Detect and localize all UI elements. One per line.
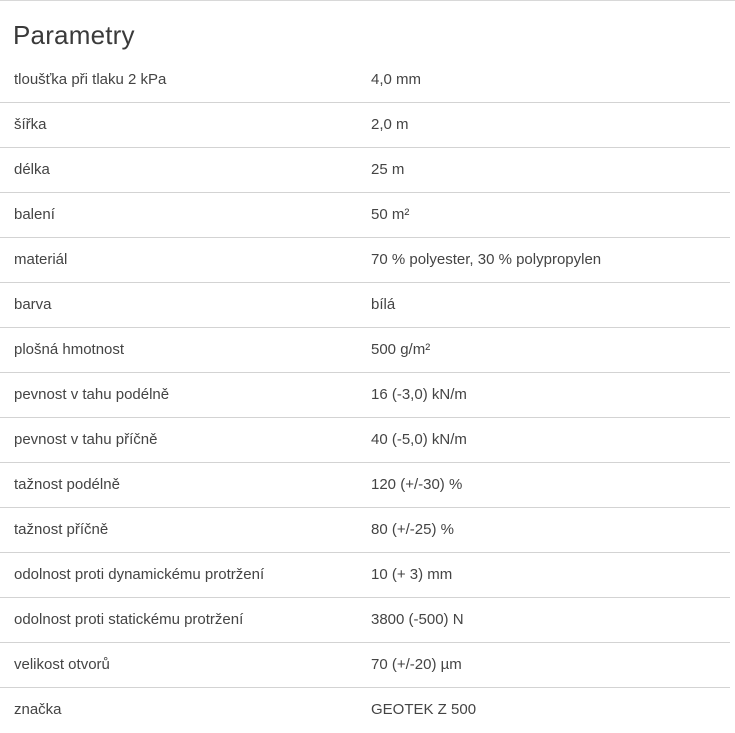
parameter-row	[0, 418, 730, 463]
parameter-value: bílá	[371, 296, 396, 313]
parameter-label: odolnost proti dynamickému protržení	[14, 566, 265, 583]
parameter-row	[0, 553, 730, 598]
parameter-value: 2,0 m	[371, 116, 409, 133]
parameter-row	[0, 103, 730, 148]
parameter-label: velikost otvorů	[14, 656, 110, 673]
parameter-value: 500 g/m²	[371, 341, 431, 358]
parameter-label: odolnost proti statickému protržení	[14, 611, 244, 628]
parameter-row	[0, 193, 730, 238]
parameter-row	[0, 508, 730, 553]
parameter-row	[0, 328, 730, 373]
parameter-value: 10 (+ 3) mm	[371, 566, 453, 583]
parameter-row	[0, 598, 730, 643]
parameter-row	[0, 373, 730, 418]
parameter-row	[0, 463, 730, 508]
parameter-value: 80 (+/-25) %	[371, 521, 454, 538]
parameter-label: délka	[14, 161, 50, 178]
parameter-row	[0, 283, 730, 328]
section-title: Parametry	[13, 20, 135, 50]
parameter-value: 70 % polyester, 30 % polypropylen	[371, 251, 602, 268]
parameter-label: šířka	[14, 116, 47, 133]
parameter-label: plošná hmotnost	[14, 341, 125, 358]
parameter-label: materiál	[14, 251, 68, 268]
parameter-label: značka	[14, 701, 62, 718]
parameter-label: pevnost v tahu příčně	[14, 431, 158, 448]
top-divider	[0, 0, 735, 1]
parameter-label: barva	[14, 296, 52, 313]
parameter-row	[0, 643, 730, 688]
parameter-row	[0, 688, 730, 733]
parameter-value: 4,0 mm	[371, 71, 422, 88]
parameter-label: balení	[14, 206, 55, 223]
parameter-row	[0, 148, 730, 193]
parameter-value: GEOTEK Z 500	[371, 701, 477, 718]
parameter-row	[0, 58, 730, 103]
parameter-value: 50 m²	[371, 206, 410, 223]
parameter-value: 25 m	[371, 161, 405, 178]
parameter-value: 16 (-3,0) kN/m	[371, 386, 467, 403]
parameters-table	[0, 58, 730, 733]
parameter-value: 40 (-5,0) kN/m	[371, 431, 467, 448]
parameter-label: pevnost v tahu podélně	[14, 386, 170, 403]
parameter-value: 120 (+/-30) %	[371, 476, 463, 493]
parameter-label: tažnost podélně	[14, 476, 120, 493]
parameter-row	[0, 238, 730, 283]
parameter-value: 3800 (-500) N	[371, 611, 464, 628]
parameter-value: 70 (+/-20) µm	[371, 656, 462, 673]
parameter-label: tloušťka při tlaku 2 kPa	[14, 71, 167, 88]
parameter-label: tažnost příčně	[14, 521, 109, 538]
